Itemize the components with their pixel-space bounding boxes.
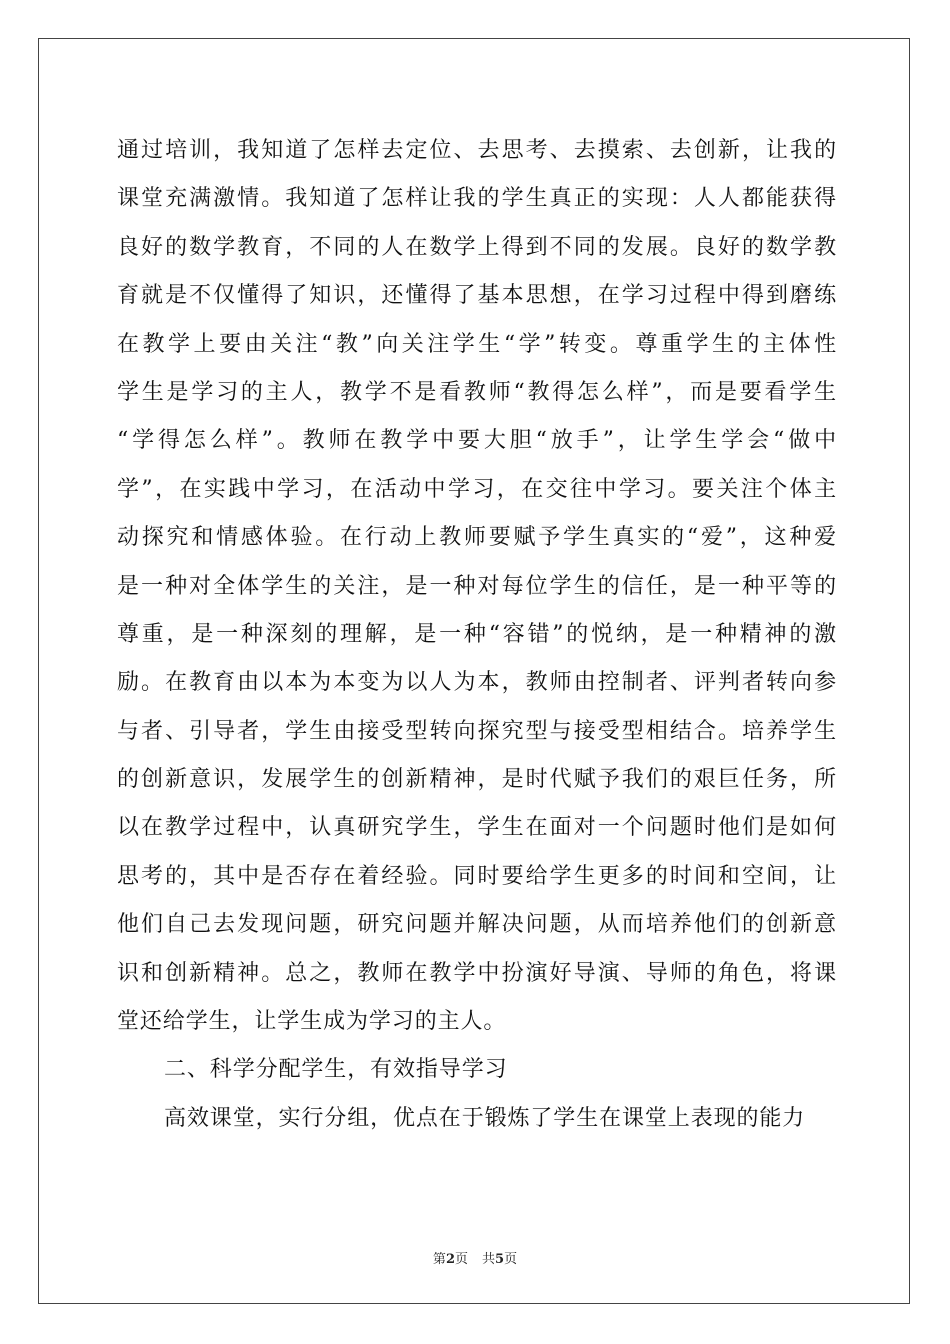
body-line: 尊重，是一种深刻的理解，是一种“容错”的悦纳，是一种精神的激 [117, 621, 837, 647]
document-body [117, 127, 837, 1143]
body-line: 课堂充满激情。我知道了怎样让我的学生真正的实现：人人都能获得 [117, 186, 837, 212]
body-line: 他们自己去发现问题，研究问题并解决问题，从而培养他们的创新意 [117, 912, 837, 938]
body-line: 高效课堂，实行分组，优点在于锻炼了学生在课堂上表现的能力 [164, 1105, 806, 1131]
body-line: 在教学上要由关注“教”向关注学生“学”转变。尊重学生的主体性 [117, 331, 837, 357]
body-line-last-of-paragraph: 堂还给学生，让学生成为学习的主人。 [117, 1009, 507, 1035]
body-line: 良好的数学教育，不同的人在数学上得到不同的发展。良好的数学教 [117, 234, 837, 260]
page-suffix: 页 [454, 1252, 468, 1267]
total-prefix: 共 [482, 1252, 496, 1267]
section-heading: 二、科学分配学生，有效指导学习 [164, 1057, 508, 1083]
body-line: 育就是不仅懂得了知识，还懂得了基本思想，在学习过程中得到磨练 [117, 283, 837, 309]
total-page-number: 5 [495, 1252, 505, 1267]
body-line: 通过培训，我知道了怎样去定位、去思考、去摸索、去创新，让我的 [117, 138, 837, 163]
body-line: 励。在教育由以本为本变为以人为本，教师由控制者、评判者转向参 [117, 670, 837, 696]
body-line: 的创新意识，发展学生的创新精神，是时代赋予我们的艰巨任务，所 [117, 767, 837, 793]
body-line: 与者、引导者，学生由接受型转向探究型与接受型相结合。培养学生 [117, 718, 837, 744]
body-line: 学生是学习的主人，教学不是看教师“教得怎么样”，而是要看学生 [117, 379, 837, 405]
total-suffix: 页 [504, 1252, 518, 1267]
body-line: 识和创新精神。总之，教师在教学中扮演好导演、导师的角色，将课 [117, 960, 837, 986]
page-footer [0, 1248, 950, 1267]
body-line: 学”，在实践中学习，在活动中学习，在交往中学习。要关注个体主 [117, 476, 837, 502]
body-line: 是一种对全体学生的关注，是一种对每位学生的信任，是一种平等的 [117, 573, 837, 599]
body-line: 动探究和情感体验。在行动上教师要赋予学生真实的“爱”，这种爱 [117, 525, 837, 551]
current-page-number: 2 [445, 1252, 455, 1267]
page-prefix: 第 [432, 1252, 446, 1267]
body-line: 以在教学过程中，认真研究学生，学生在面对一个问题时他们是如何 [117, 815, 837, 841]
body-line: 思考的，其中是否存在着经验。同时要给学生更多的时间和空间，让 [117, 863, 837, 889]
body-line: “学得怎么样”。教师在教学中要大胆“放手”，让学生学会“做中 [117, 428, 837, 454]
